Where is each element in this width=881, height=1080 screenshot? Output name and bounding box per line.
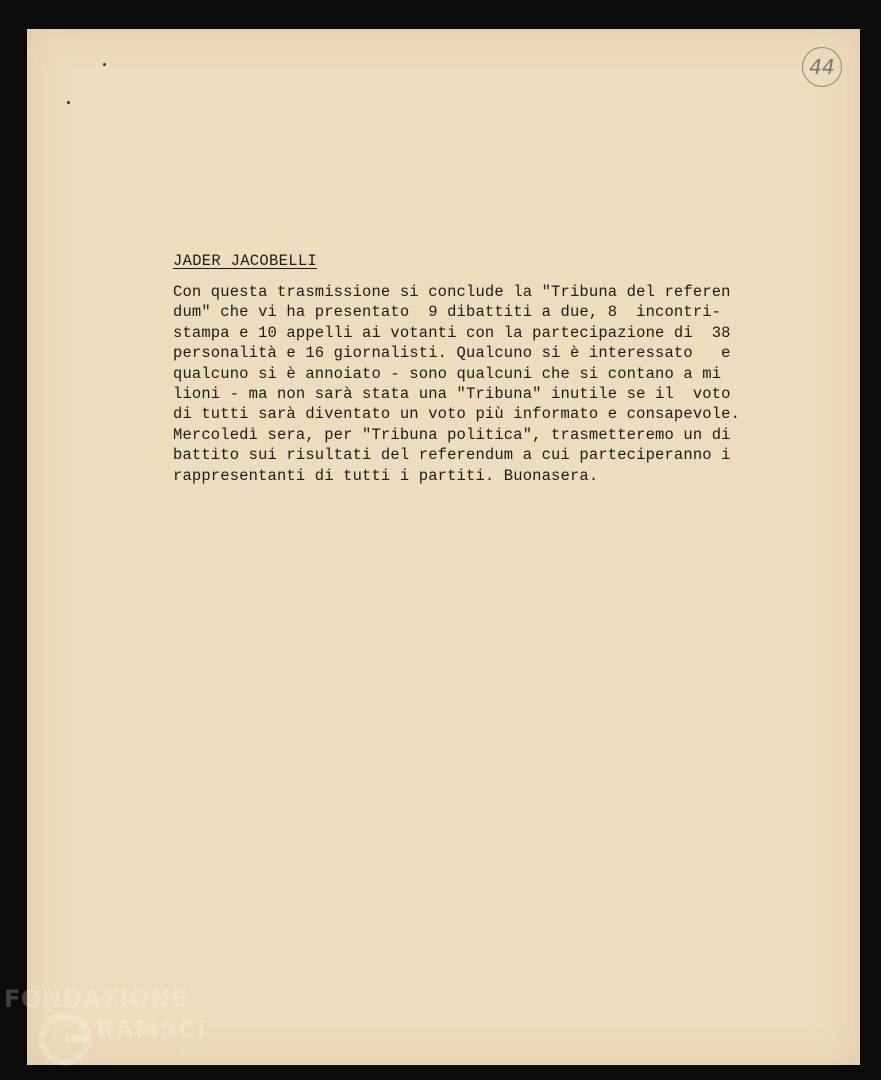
watermark-line2: RAMSCI xyxy=(96,1015,207,1043)
paper-page xyxy=(27,29,860,1065)
body-line: dum" che vi ha presentato 9 dibattiti a due, 8 incontri- xyxy=(173,303,722,322)
body-line: lioni - ma non sarà stata una "Tribuna" inutile se il voto xyxy=(173,385,731,404)
body-line: stampa e 10 appelli ai votanti con la partecipazione di 38 xyxy=(173,323,731,342)
body-line: rappresentanti di tutti i partiti. Buonasera. xyxy=(173,466,599,485)
page-number-stamp: 44 xyxy=(802,47,842,87)
document-heading: JADER JACOBELLI xyxy=(173,252,318,270)
gramsci-logo-icon xyxy=(36,1010,94,1068)
ink-speck xyxy=(103,63,106,66)
body-line: Mercoledì sera, per "Tribuna politica", trasmetteremo un di xyxy=(173,425,731,444)
body-line: qualcuno si è annoiato - sono qualcuni che si contano a mi xyxy=(173,364,722,383)
document-body xyxy=(173,282,813,486)
watermark-onlus: onlus xyxy=(179,1048,204,1058)
ink-speck xyxy=(67,101,70,104)
body-line: battito sui risultati del referendum a cui parteciperanno i xyxy=(173,446,731,465)
body-line: di tutti sarà diventato un voto più informato e consapevole. xyxy=(173,405,741,424)
body-line: personalità e 16 giornalisti. Qualcuno si è interessato e xyxy=(173,344,731,363)
fondazione-gramsci-watermark xyxy=(4,985,219,1077)
watermark-line1: FONDAZIONE xyxy=(4,985,188,1013)
body-line: Con questa trasmissione si conclude la "Tribuna del referen xyxy=(173,283,731,301)
